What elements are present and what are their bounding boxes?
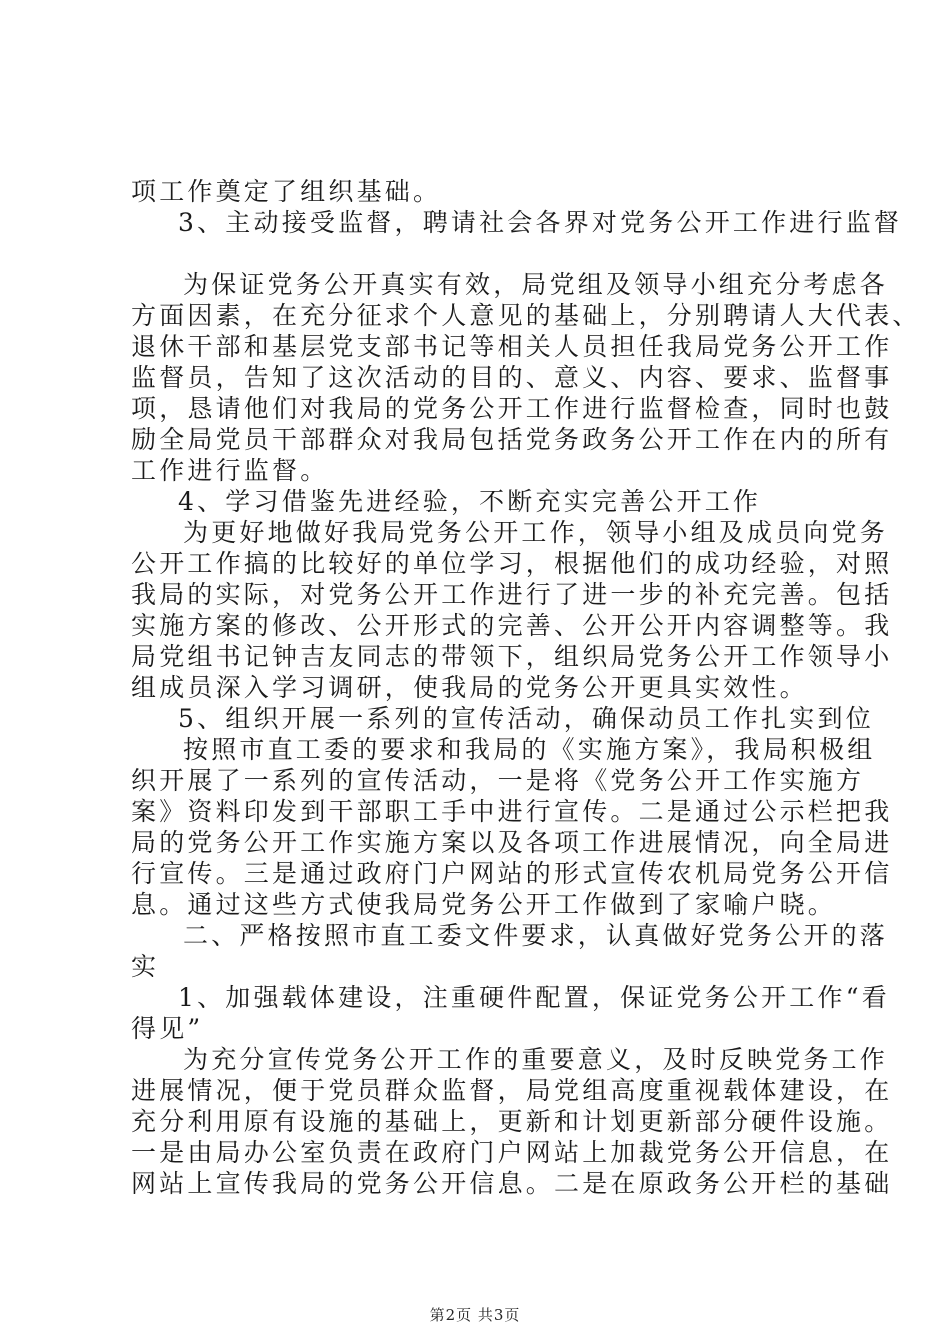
section-heading: 3、主动接受监督，聘请社会各界对党务公开工作进行监督 (178, 208, 903, 237)
text-line: 方面因素，在充分征求个人意见的基础上，分别聘请人大代表、 (131, 301, 921, 330)
text-line: 公开工作搞的比较好的单位学习，根据他们的成功经验，对照 (131, 549, 893, 578)
text-line: 实施方案的修改、公开形式的完善、公开公开内容调整等。我 (131, 611, 893, 640)
text-line: 案》资料印发到干部职工手中进行宣传。二是通过公示栏把我 (131, 797, 893, 826)
text-line: 项，恳请他们对我局的党务公开工作进行监督检查，同时也鼓 (131, 394, 893, 423)
text-line: 工作进行监督。 (131, 456, 329, 485)
section-heading: 二、严格按照市直工委文件要求，认真做好党务公开的落 (183, 921, 889, 950)
text-line: 为充分宣传党务公开工作的重要意义，及时反映党务工作 (183, 1045, 889, 1074)
text-line: 一是由局办公室负责在政府门户网站上加裁党务公开信息，在 (131, 1138, 893, 1167)
text-line: 充分利用原有设施的基础上，更新和计划更新部分硬件设施。 (131, 1107, 893, 1136)
text-line: 织开展了一系列的宣传活动，一是将《党务公开工作实施方 (131, 766, 865, 795)
text-line: 励全局党员干部群众对我局包括党务政务公开工作在内的所有 (131, 425, 893, 454)
section-heading: 实 (131, 952, 160, 981)
text-line: 为保证党务公开真实有效，局党组及领导小组充分考虑各 (183, 270, 889, 299)
text-line: 退休干部和基层党支部书记等相关人员担任我局党务公开工作 (131, 332, 893, 361)
section-heading: 1、加强载体建设，注重硬件配置，保证党务公开工作“看 (178, 983, 890, 1012)
text-line: 进展情况，便于党员群众监督，局党组高度重视载体建设，在 (131, 1076, 893, 1105)
page-number-footer: 第2页 共3页 (429, 1306, 521, 1324)
text-line: 项工作奠定了组织基础。 (131, 177, 442, 206)
text-line: 组成员深入学习调研，使我局的党务公开更具实效性。 (131, 673, 808, 702)
text-line: 我局的实际，对党务公开工作进行了进一步的补充完善。包括 (131, 580, 893, 609)
text-line: 网站上宣传我局的党务公开信息。二是在原政务公开栏的基础 (131, 1169, 893, 1198)
text-line: 息。通过这些方式使我局党务公开工作做到了家喻户晓。 (131, 890, 837, 919)
text-line: 局的党务公开工作实施方案以及各项工作进展情况，向全局进 (131, 828, 893, 857)
text-line: 为更好地做好我局党务公开工作，领导小组及成员向党务 (183, 518, 889, 547)
section-heading: 5、组织开展一系列的宣传活动，确保动员工作扎实到位 (178, 704, 874, 733)
text-line: 局党组书记钟吉友同志的带领下，组织局党务公开工作领导小 (131, 642, 893, 671)
section-heading: 得见” (131, 1014, 204, 1043)
section-heading: 4、学习借鉴先进经验，不断充实完善公开工作 (178, 487, 762, 516)
text-line: 按照市直工委的要求和我局的《实施方案》，我局积极组 (183, 735, 876, 764)
text-line: 行宣传。三是通过政府门户网站的形式宣传农机局党务公开信 (131, 859, 893, 888)
text-line: 监督员，告知了这次活动的目的、意义、内容、要求、监督事 (131, 363, 893, 392)
